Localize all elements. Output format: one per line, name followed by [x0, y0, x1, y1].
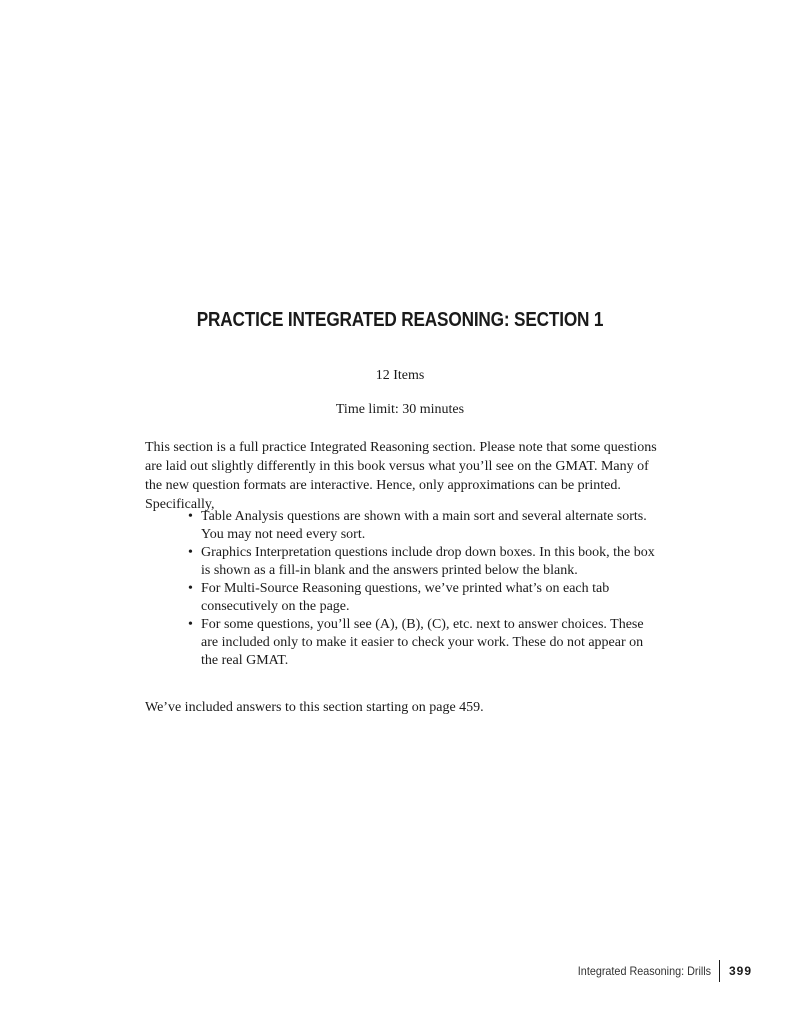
list-item: • Graphics Interpretation questions include drop down boxes. In this book, the box is shown as a fill-in blank and the answers printed below the blank.: [188, 544, 658, 580]
page-footer: [563, 960, 752, 982]
list-item: • Table Analysis questions are shown with a main sort and several alternate sorts. You may not need every sort.: [188, 508, 658, 544]
instructions-list: [188, 508, 658, 670]
intro-text: This section is a full practice Integrated Reasoning section. Please note that some questions are laid out slightly differently in this book versus what you’ll see on the GMAT. Many of the new question formats are interactive. Hence, only approximations can be printed. Specifically,: [145, 440, 657, 512]
page-number: 399: [728, 964, 752, 978]
time-limit: Time limit: 30 minutes: [335, 402, 465, 417]
list-item: • For some questions, you’ll see (A), (B), (C), etc. next to answer choices. These are included only to make it easier to check your work. These do not appear on the real GMAT.: [188, 616, 658, 670]
item-count: 12 Items: [375, 368, 425, 383]
answers-note: We’ve included answers to this section starting on page 459.: [145, 700, 484, 715]
running-footer-label: Integrated Reasoning: Drills: [577, 964, 711, 978]
section-title: PRACTICE INTEGRATED REASONING: SECTION 1: [196, 309, 604, 331]
intro-paragraph: [145, 438, 665, 514]
list-item: • For Multi-Source Reasoning questions, we’ve printed what’s on each tab consecutively on the page.: [188, 580, 658, 616]
footer-divider: [719, 960, 720, 982]
